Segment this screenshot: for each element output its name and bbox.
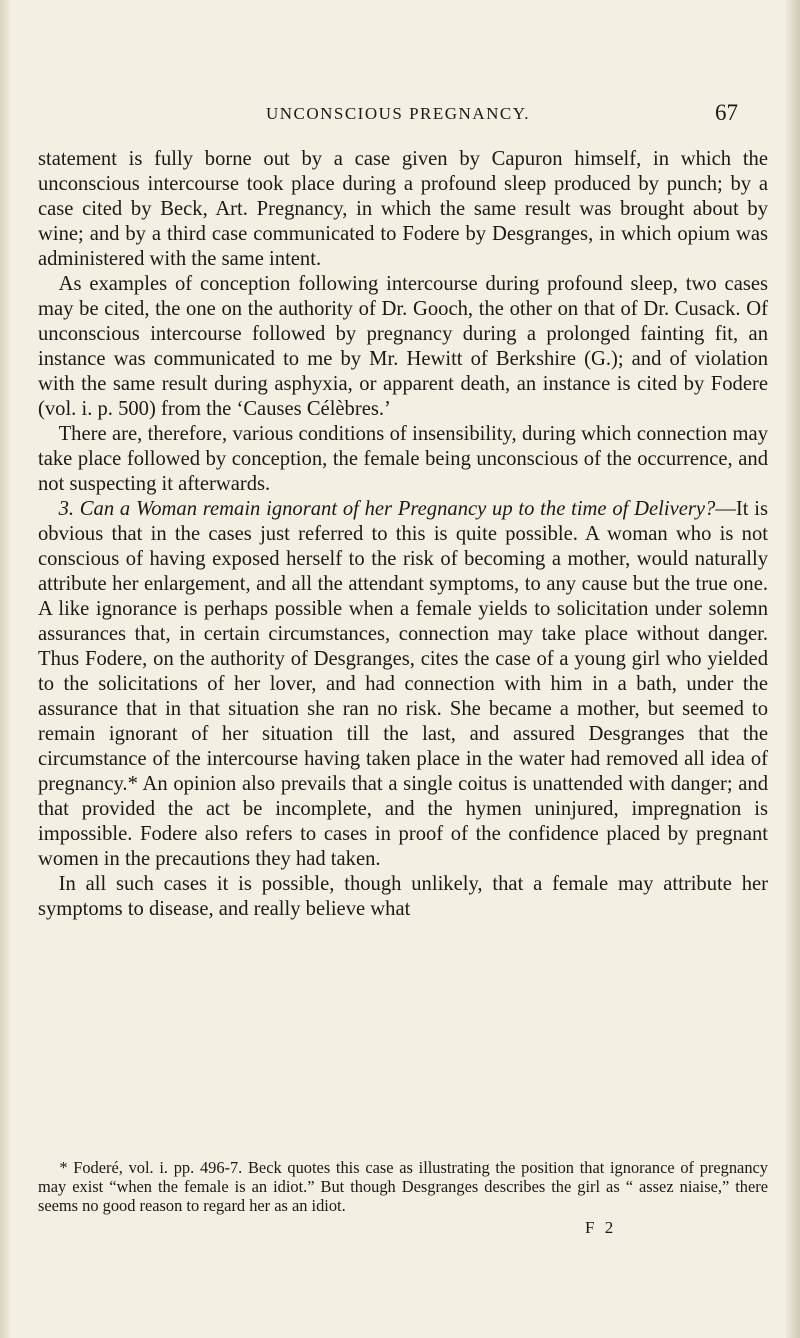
paragraph-3: There are, therefore, various conditions of insensibility, during which connection may take place followed by conception, the female being unconscious of the occurrence, and not suspecting it afterwards.	[38, 423, 768, 495]
section-heading: 3. Can a Woman remain ignorant of her Pregnancy up to the time of Delivery?	[58, 498, 716, 520]
paragraph-4	[38, 497, 768, 872]
paragraph-5: In all such cases it is possible, though unlikely, that a female may attribute her symptoms to disease, and really believe what	[38, 873, 768, 920]
running-head: UNCONSCIOUS PREGNANCY.	[265, 104, 531, 123]
page-number: 67	[715, 100, 738, 125]
paragraph-2: As examples of conception following intercourse during profound sleep, two cases may be cited, the one on the authority of Dr. Gooch, the other on that of Dr. Cusack. Of unconscious intercourse followed by pregnancy during a prolonged fainting fit, an instance was communicated to me by Mr. Hewitt of Berkshire (G.); and of violation with the same result during asphyxia, or apparent death, an instance is cited by Fodere (vol. i. p. 500) from the ‘Causes Célèbres.’	[38, 273, 768, 420]
footnote-text: * Foderé, vol. i. pp. 496-7. Beck quotes this case as illustrating the position that ignorance of pregnancy may exist “when the female is an idiot.” But though Desgranges describes the girl as “ assez niaise,” there seems no good reason to regard her as an idiot.	[38, 1158, 768, 1215]
body-text	[38, 147, 768, 922]
paragraph-1: statement is fully borne out by a case given by Capuron himself, in which the unconscious intercourse took place during a profound sleep produced by punch; by a case cited by Beck, Art. Pregnancy, in which the same result was brought about by wine; and by a third case communicated to Fodere by Desgranges, in which opium was administered with the same intent.	[38, 148, 768, 270]
page-header	[58, 100, 738, 130]
page-edge-right	[786, 0, 800, 1338]
page-edge-left	[0, 0, 10, 1338]
footnote	[38, 1158, 768, 1215]
signature-mark: F 2	[585, 1218, 617, 1237]
paragraph-4-text: —It is obvious that in the cases just referred to this is quite possible. A woman who is not conscious of having exposed herself to the risk of becoming a mother, would naturally attribute her enlargement, and all the attendant symptoms, to any cause but the true one. A like ignorance is perhaps possible when a female yields to solicitation under solemn assurances that, in certain circumstances, connection may take place without danger. Thus Fodere, on the authority of Desgranges, cites the case of a young girl who yielded to the solicitations of her lover, and had connection with him in a bath, under the assurance that in that situation she ran no risk. She became a mother, but seemed to remain ignorant of her situation till the last, and assured Desgranges that the circumstance of the intercourse having taken place in the water had removed all idea of pregnancy.* An opinion also prevails that a single coitus is unattended with danger; and that provided the act be incomplete, and the hymen uninjured, impregnation is impossible. Fodere also refers to cases in proof of the confidence placed by pregnant women in the precautions they had taken.	[38, 498, 768, 870]
